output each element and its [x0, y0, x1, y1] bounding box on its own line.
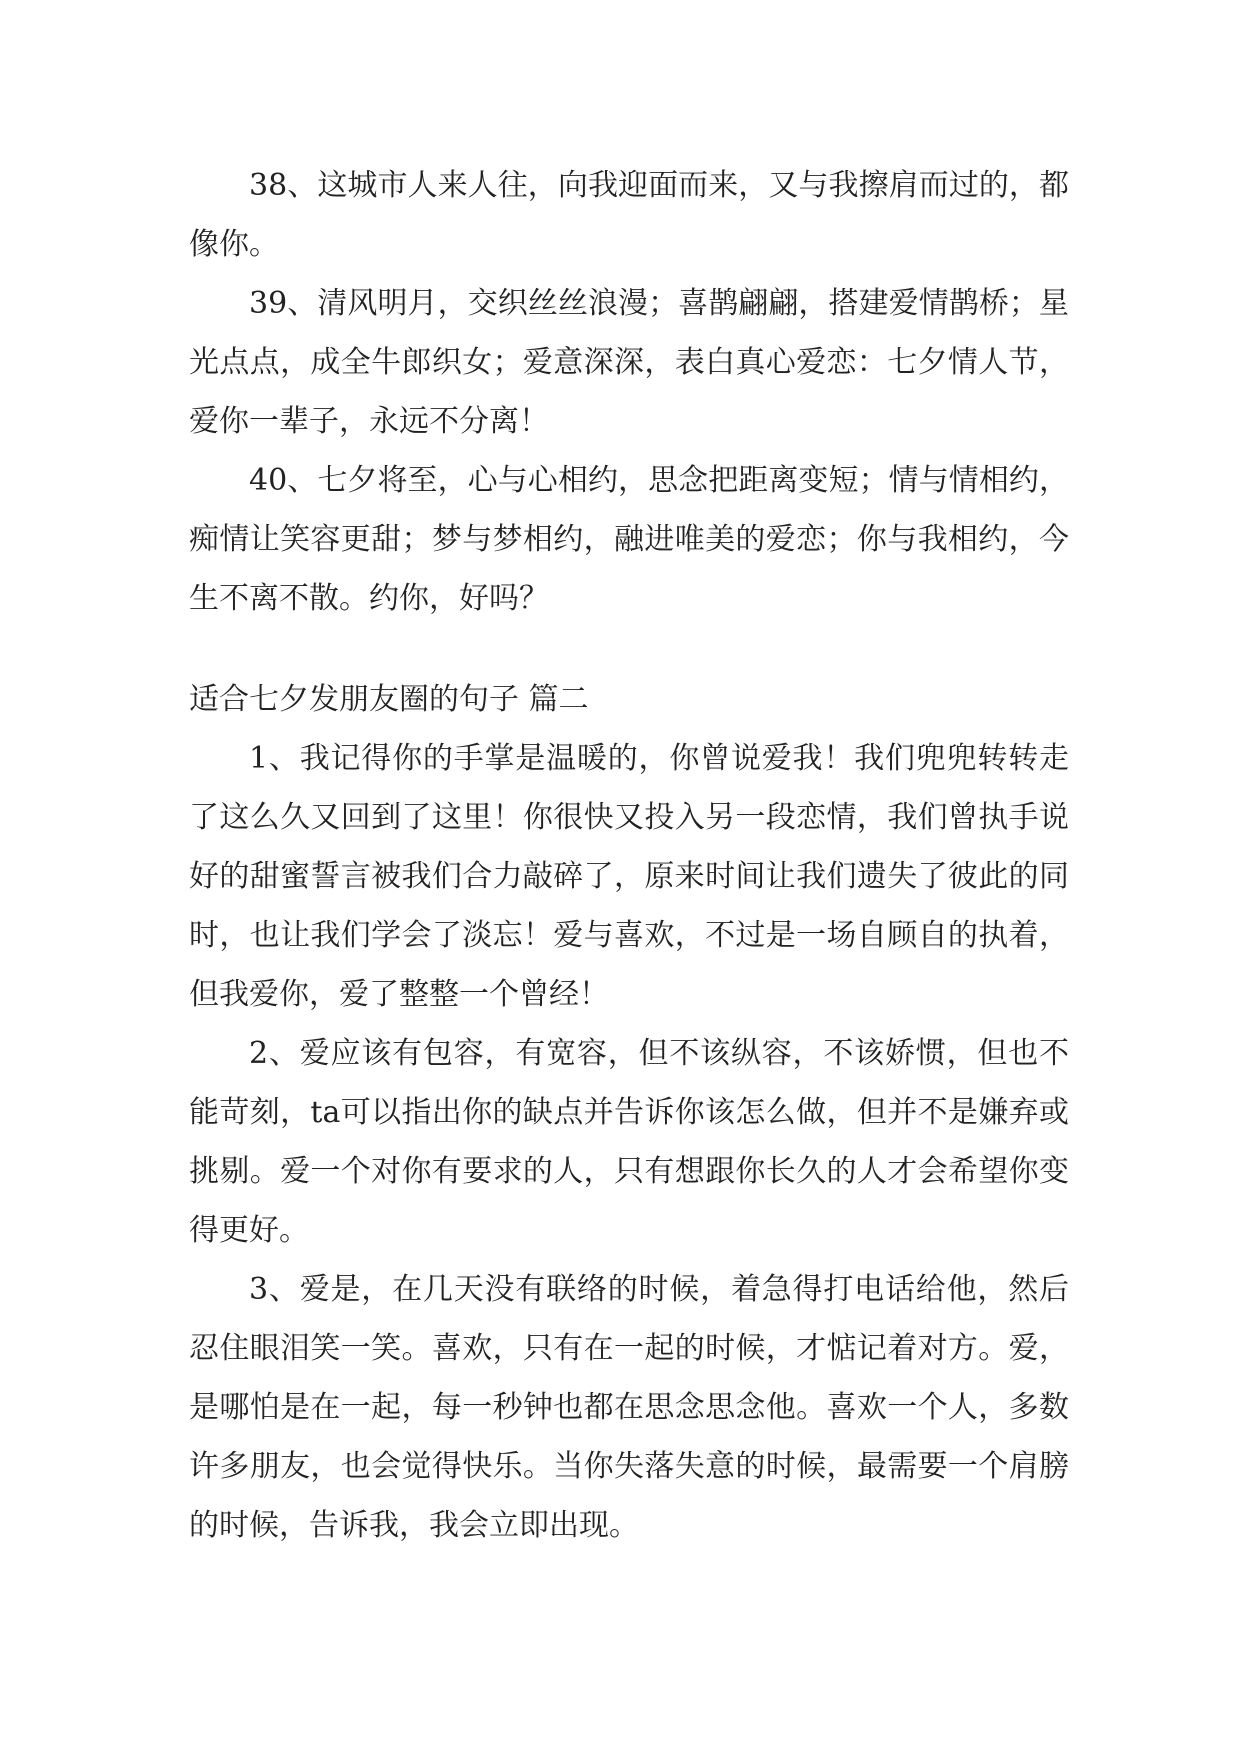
paragraph-39: 39、清风明月，交织丝丝浪漫；喜鹊翩翩，搭建爱情鹊桥；星光点点，成全牛郎织女；爱意深深，表白真心爱恋：七夕情人节，爱你一辈子，永远不分离！ — [189, 286, 1069, 439]
paragraph-38: 38、这城市人来人往，向我迎面而来，又与我擦肩而过的，都像你。 — [189, 168, 1069, 262]
paragraph-2: 2、爱应该有包容，有宽容，但不该纵容，不该娇惯，但也不能苛刻，ta可以指出你的缺点并告诉你该怎么做，但并不是嫌弃或挑剔。爱一个对你有要求的人，只有想跟你长久的人才会希望你变得更好。 — [189, 1036, 1069, 1248]
section-gap — [189, 628, 1069, 670]
paragraph-3: 3、爱是，在几天没有联络的时候，着急得打电话给他，然后忍住眼泪笑一笑。喜欢，只有在一起的时候，才惦记着对方。爱，是哪怕是在一起，每一秒钟也都在思念思念他。喜欢一个人，多数许多朋友，也会觉得快乐。当你失落失意的时候，最需要一个肩膀的时候，告诉我，我会立即出现。 — [189, 1272, 1069, 1543]
section-heading: 适合七夕发朋友圈的句子 篇二 — [189, 682, 589, 717]
document-body — [189, 156, 1069, 1555]
paragraph-1: 1、我记得你的手掌是温暖的，你曾说爱我！我们兜兜转转走了这么久又回到了这里！你很快又投入另一段恋情，我们曾执手说好的甜蜜誓言被我们合力敲碎了，原来时间让我们遗失了彼此的同时，也让我们学会了淡忘！爱与喜欢，不过是一场自顾自的执着，但我爱你，爱了整整一个曾经！ — [189, 741, 1069, 1012]
paragraph-40: 40、七夕将至，心与心相约，思念把距离变短；情与情相约，痴情让笑容更甜；梦与梦相约，融进唯美的爱恋；你与我相约，今生不离不散。约你，好吗？ — [189, 463, 1069, 616]
